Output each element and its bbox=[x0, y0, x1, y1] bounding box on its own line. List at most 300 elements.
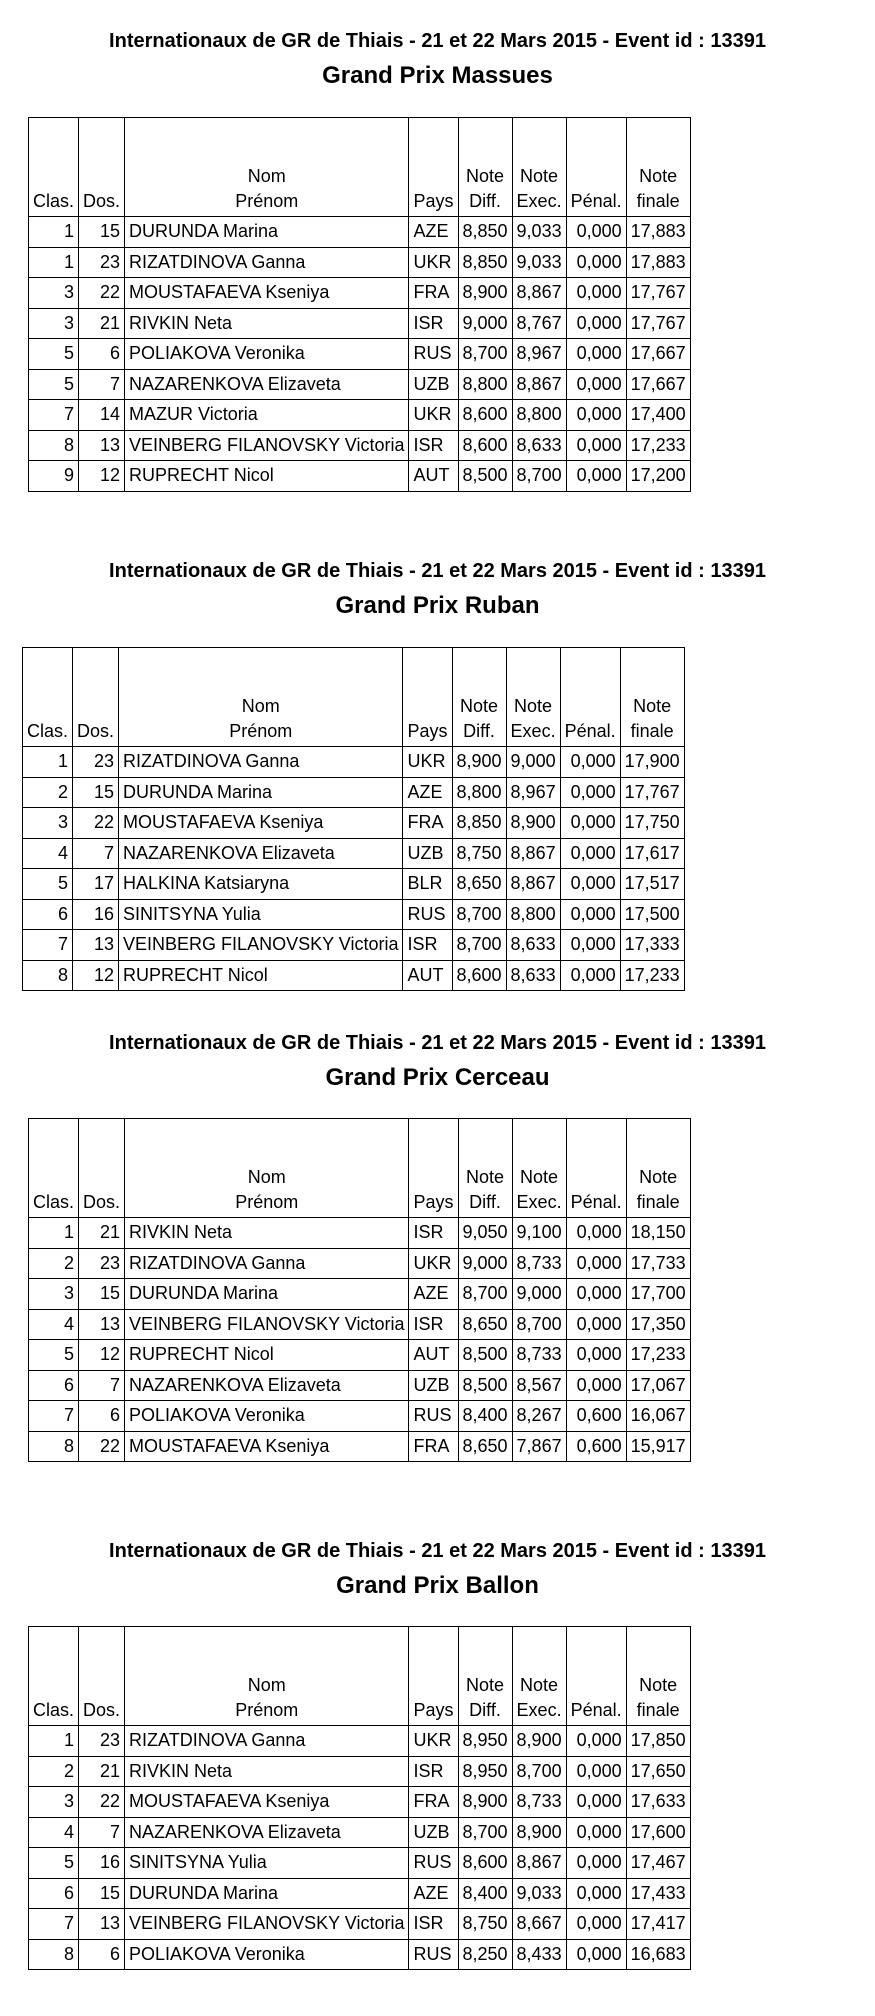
table-row bbox=[29, 1817, 691, 1848]
header-label: Pénal. bbox=[570, 1700, 622, 1720]
final-score-cell: 17,750 bbox=[620, 808, 684, 839]
bib-cell: 14 bbox=[79, 400, 125, 431]
final-score-cell: 17,617 bbox=[620, 838, 684, 869]
country-cell: UZB bbox=[409, 1817, 458, 1848]
rank-cell: 1 bbox=[23, 747, 73, 778]
difficulty-cell: 8,600 bbox=[452, 960, 506, 991]
execution-cell: 8,733 bbox=[512, 1248, 566, 1279]
name-cell: MOUSTAFAEVA Kseniya bbox=[125, 1787, 409, 1818]
country-cell: ISR bbox=[409, 308, 458, 339]
penalty-cell: 0,000 bbox=[566, 247, 626, 278]
rank-cell: 2 bbox=[23, 777, 73, 808]
table-row bbox=[29, 308, 691, 339]
bib-cell: 21 bbox=[79, 1218, 125, 1249]
penalty-cell: 0,000 bbox=[566, 461, 626, 492]
header-label: Note bbox=[639, 166, 678, 186]
header-note-diff bbox=[452, 648, 506, 747]
execution-cell: 8,567 bbox=[512, 1370, 566, 1401]
execution-cell: 8,967 bbox=[506, 777, 560, 808]
difficulty-cell: 8,900 bbox=[458, 278, 512, 309]
execution-cell: 8,267 bbox=[512, 1401, 566, 1432]
final-score-cell: 17,600 bbox=[626, 1817, 690, 1848]
name-cell: RIVKIN Neta bbox=[125, 1756, 409, 1787]
difficulty-cell: 8,800 bbox=[452, 777, 506, 808]
results-table bbox=[28, 1626, 691, 1970]
penalty-cell: 0,000 bbox=[566, 1279, 626, 1310]
header-label: Prénom bbox=[235, 1700, 299, 1720]
rank-cell: 5 bbox=[29, 339, 79, 370]
difficulty-cell: 8,400 bbox=[458, 1401, 512, 1432]
event-title: Internationaux de GR de Thiais - 21 et 22 Mars 2015 - Event id : 13391 bbox=[109, 560, 766, 582]
header-label: Prénom bbox=[235, 191, 299, 211]
difficulty-cell: 8,700 bbox=[452, 899, 506, 930]
bib-cell: 13 bbox=[79, 1309, 125, 1340]
rank-cell: 8 bbox=[29, 430, 79, 461]
header-nom-prenom bbox=[125, 1627, 409, 1726]
header-label: Nom bbox=[241, 696, 280, 716]
table-row bbox=[23, 960, 685, 991]
name-cell: RUPRECHT Nicol bbox=[125, 461, 409, 492]
final-score-cell: 17,883 bbox=[626, 247, 690, 278]
rank-cell: 5 bbox=[29, 1340, 79, 1371]
header-row bbox=[29, 1119, 691, 1218]
bib-cell: 13 bbox=[79, 1909, 125, 1940]
final-score-cell: 16,683 bbox=[626, 1939, 690, 1970]
difficulty-cell: 8,250 bbox=[458, 1939, 512, 1970]
difficulty-cell: 8,750 bbox=[458, 1909, 512, 1940]
penalty-cell: 0,600 bbox=[566, 1401, 626, 1432]
header-label: Exec. bbox=[516, 191, 562, 211]
header-label: finale bbox=[630, 721, 674, 741]
header-label: Pays bbox=[413, 1700, 454, 1720]
execution-cell: 9,000 bbox=[512, 1279, 566, 1310]
country-cell: AZE bbox=[403, 777, 452, 808]
header-dos bbox=[79, 118, 125, 217]
penalty-cell: 0,000 bbox=[566, 369, 626, 400]
header-note-exec bbox=[512, 1119, 566, 1218]
apparatus-title: Grand Prix Ruban bbox=[335, 592, 540, 619]
rank-cell: 2 bbox=[29, 1248, 79, 1279]
header-dos bbox=[79, 1627, 125, 1726]
difficulty-cell: 8,950 bbox=[458, 1756, 512, 1787]
header-clas bbox=[29, 1119, 79, 1218]
table-row bbox=[29, 1248, 691, 1279]
name-cell: POLIAKOVA Veronika bbox=[125, 339, 409, 370]
rank-cell: 7 bbox=[29, 1909, 79, 1940]
country-cell: BLR bbox=[403, 869, 452, 900]
rank-cell: 1 bbox=[29, 217, 79, 248]
rank-cell: 7 bbox=[29, 400, 79, 431]
difficulty-cell: 9,050 bbox=[458, 1218, 512, 1249]
execution-cell: 9,000 bbox=[506, 747, 560, 778]
penalty-cell: 0,000 bbox=[560, 838, 620, 869]
table-row bbox=[29, 1340, 691, 1371]
penalty-cell: 0,000 bbox=[566, 217, 626, 248]
name-cell: RIVKIN Neta bbox=[125, 308, 409, 339]
difficulty-cell: 9,000 bbox=[458, 1248, 512, 1279]
results-table bbox=[28, 1118, 691, 1462]
penalty-cell: 0,000 bbox=[566, 400, 626, 431]
apparatus-title: Grand Prix Cerceau bbox=[325, 1064, 550, 1091]
table-row bbox=[29, 217, 691, 248]
final-score-cell: 17,883 bbox=[626, 217, 690, 248]
name-cell: MOUSTAFAEVA Kseniya bbox=[119, 808, 403, 839]
penalty-cell: 0,000 bbox=[566, 1787, 626, 1818]
header-pays bbox=[403, 648, 452, 747]
bib-cell: 22 bbox=[79, 1787, 125, 1818]
execution-cell: 8,767 bbox=[512, 308, 566, 339]
bib-cell: 7 bbox=[79, 1370, 125, 1401]
apparatus-title: Grand Prix Massues bbox=[322, 62, 553, 89]
apparatus-title: Grand Prix Ballon bbox=[336, 1572, 539, 1599]
name-cell: VEINBERG FILANOVSKY Victoria bbox=[125, 1309, 409, 1340]
header-label: Note bbox=[460, 696, 499, 716]
penalty-cell: 0,000 bbox=[566, 1248, 626, 1279]
header-label: Note bbox=[466, 1675, 505, 1695]
header-clas bbox=[29, 1627, 79, 1726]
difficulty-cell: 8,900 bbox=[458, 1787, 512, 1818]
execution-cell: 9,033 bbox=[512, 1878, 566, 1909]
header-label: Note bbox=[466, 1167, 505, 1187]
rank-cell: 1 bbox=[29, 247, 79, 278]
header-label: Note bbox=[633, 696, 672, 716]
name-cell: RIZATDINOVA Ganna bbox=[125, 1726, 409, 1757]
execution-cell: 8,700 bbox=[512, 461, 566, 492]
header-label: finale bbox=[636, 191, 680, 211]
penalty-cell: 0,000 bbox=[560, 777, 620, 808]
penalty-cell: 0,000 bbox=[566, 430, 626, 461]
header-clas bbox=[23, 648, 73, 747]
country-cell: UKR bbox=[403, 747, 452, 778]
difficulty-cell: 8,650 bbox=[458, 1431, 512, 1462]
bib-cell: 7 bbox=[79, 369, 125, 400]
header-label: Clas. bbox=[27, 721, 69, 741]
bib-cell: 23 bbox=[79, 1726, 125, 1757]
final-score-cell: 17,233 bbox=[626, 430, 690, 461]
rank-cell: 2 bbox=[29, 1756, 79, 1787]
rank-cell: 3 bbox=[29, 1787, 79, 1818]
final-score-cell: 17,900 bbox=[620, 747, 684, 778]
rank-cell: 4 bbox=[29, 1309, 79, 1340]
difficulty-cell: 8,500 bbox=[458, 1370, 512, 1401]
event-title: Internationaux de GR de Thiais - 21 et 22 Mars 2015 - Event id : 13391 bbox=[109, 30, 766, 52]
name-cell: RIZATDINOVA Ganna bbox=[125, 1248, 409, 1279]
name-cell: DURUNDA Marina bbox=[125, 1279, 409, 1310]
execution-cell: 8,900 bbox=[506, 808, 560, 839]
header-label: Note bbox=[520, 1167, 559, 1187]
name-cell: NAZARENKOVA Elizaveta bbox=[125, 1817, 409, 1848]
final-score-cell: 17,733 bbox=[626, 1248, 690, 1279]
penalty-cell: 0,000 bbox=[566, 1848, 626, 1879]
difficulty-cell: 8,850 bbox=[458, 217, 512, 248]
execution-cell: 8,867 bbox=[512, 369, 566, 400]
final-score-cell: 17,667 bbox=[626, 339, 690, 370]
final-score-cell: 17,517 bbox=[620, 869, 684, 900]
difficulty-cell: 8,850 bbox=[452, 808, 506, 839]
event-title: Internationaux de GR de Thiais - 21 et 22 Mars 2015 - Event id : 13391 bbox=[109, 1032, 766, 1054]
table-row bbox=[29, 339, 691, 370]
execution-cell: 8,900 bbox=[512, 1726, 566, 1757]
bib-cell: 23 bbox=[73, 747, 119, 778]
execution-cell: 9,033 bbox=[512, 217, 566, 248]
execution-cell: 9,100 bbox=[512, 1218, 566, 1249]
rank-cell: 8 bbox=[29, 1431, 79, 1462]
penalty-cell: 0,600 bbox=[566, 1431, 626, 1462]
final-score-cell: 17,233 bbox=[626, 1340, 690, 1371]
header-label: Dos. bbox=[83, 191, 121, 211]
penalty-cell: 0,000 bbox=[560, 960, 620, 991]
header-label: Exec. bbox=[516, 1192, 562, 1212]
rank-cell: 9 bbox=[29, 461, 79, 492]
bib-cell: 16 bbox=[79, 1848, 125, 1879]
table-row bbox=[29, 430, 691, 461]
name-cell: NAZARENKOVA Elizaveta bbox=[125, 369, 409, 400]
bib-cell: 15 bbox=[79, 217, 125, 248]
table-row bbox=[29, 1726, 691, 1757]
header-note-diff bbox=[458, 118, 512, 217]
table-row bbox=[23, 808, 685, 839]
country-cell: AZE bbox=[409, 217, 458, 248]
table-row bbox=[23, 747, 685, 778]
table-row bbox=[23, 777, 685, 808]
difficulty-cell: 9,000 bbox=[458, 308, 512, 339]
bib-cell: 6 bbox=[79, 1401, 125, 1432]
penalty-cell: 0,000 bbox=[560, 930, 620, 961]
rank-cell: 6 bbox=[23, 899, 73, 930]
name-cell: POLIAKOVA Veronika bbox=[125, 1401, 409, 1432]
bib-cell: 15 bbox=[73, 777, 119, 808]
header-row bbox=[29, 1627, 691, 1726]
country-cell: FRA bbox=[409, 1431, 458, 1462]
header-note-finale bbox=[626, 1119, 690, 1218]
penalty-cell: 0,000 bbox=[566, 1909, 626, 1940]
table-row bbox=[29, 369, 691, 400]
bib-cell: 23 bbox=[79, 1248, 125, 1279]
rank-cell: 7 bbox=[23, 930, 73, 961]
table-row bbox=[23, 899, 685, 930]
execution-cell: 8,733 bbox=[512, 1787, 566, 1818]
rank-cell: 3 bbox=[23, 808, 73, 839]
header-clas bbox=[29, 118, 79, 217]
penalty-cell: 0,000 bbox=[566, 278, 626, 309]
country-cell: UKR bbox=[409, 1726, 458, 1757]
difficulty-cell: 8,900 bbox=[452, 747, 506, 778]
execution-cell: 8,667 bbox=[512, 1909, 566, 1940]
penalty-cell: 0,000 bbox=[566, 1726, 626, 1757]
header-row bbox=[23, 648, 685, 747]
final-score-cell: 17,400 bbox=[626, 400, 690, 431]
country-cell: ISR bbox=[403, 930, 452, 961]
name-cell: SINITSYNA Yulia bbox=[119, 899, 403, 930]
table-row bbox=[29, 247, 691, 278]
header-label: Pénal. bbox=[570, 1192, 622, 1212]
country-cell: UZB bbox=[409, 369, 458, 400]
header-label: Dos. bbox=[77, 721, 115, 741]
penalty-cell: 0,000 bbox=[566, 1218, 626, 1249]
header-penal bbox=[566, 1119, 626, 1218]
bib-cell: 13 bbox=[73, 930, 119, 961]
country-cell: AZE bbox=[409, 1279, 458, 1310]
table-row bbox=[29, 1848, 691, 1879]
name-cell: HALKINA Katsiaryna bbox=[119, 869, 403, 900]
rank-cell: 5 bbox=[29, 369, 79, 400]
header-dos bbox=[73, 648, 119, 747]
execution-cell: 8,800 bbox=[506, 899, 560, 930]
header-label: Note bbox=[520, 1675, 559, 1695]
bib-cell: 12 bbox=[73, 960, 119, 991]
difficulty-cell: 8,750 bbox=[452, 838, 506, 869]
rank-cell: 8 bbox=[23, 960, 73, 991]
name-cell: NAZARENKOVA Elizaveta bbox=[125, 1370, 409, 1401]
final-score-cell: 17,500 bbox=[620, 899, 684, 930]
country-cell: RUS bbox=[403, 899, 452, 930]
name-cell: RUPRECHT Nicol bbox=[125, 1340, 409, 1371]
difficulty-cell: 8,650 bbox=[452, 869, 506, 900]
final-score-cell: 17,650 bbox=[626, 1756, 690, 1787]
execution-cell: 8,867 bbox=[506, 838, 560, 869]
header-label: Diff. bbox=[463, 721, 495, 741]
difficulty-cell: 8,950 bbox=[458, 1726, 512, 1757]
header-note-diff bbox=[458, 1119, 512, 1218]
execution-cell: 7,867 bbox=[512, 1431, 566, 1462]
difficulty-cell: 8,700 bbox=[458, 339, 512, 370]
name-cell: DURUNDA Marina bbox=[125, 1878, 409, 1909]
difficulty-cell: 8,700 bbox=[452, 930, 506, 961]
header-label: Prénom bbox=[235, 1192, 299, 1212]
results-table bbox=[28, 117, 691, 492]
execution-cell: 8,800 bbox=[512, 400, 566, 431]
execution-cell: 8,867 bbox=[506, 869, 560, 900]
name-cell: MAZUR Victoria bbox=[125, 400, 409, 431]
name-cell: RIZATDINOVA Ganna bbox=[125, 247, 409, 278]
name-cell: NAZARENKOVA Elizaveta bbox=[119, 838, 403, 869]
country-cell: AZE bbox=[409, 1878, 458, 1909]
header-label: Nom bbox=[247, 1675, 286, 1695]
header-label: Note bbox=[466, 166, 505, 186]
difficulty-cell: 8,850 bbox=[458, 247, 512, 278]
difficulty-cell: 8,600 bbox=[458, 400, 512, 431]
table-row bbox=[29, 1939, 691, 1970]
penalty-cell: 0,000 bbox=[560, 747, 620, 778]
header-label: Pénal. bbox=[564, 721, 616, 741]
header-label: Exec. bbox=[510, 721, 556, 741]
header-penal bbox=[566, 1627, 626, 1726]
name-cell: DURUNDA Marina bbox=[119, 777, 403, 808]
final-score-cell: 17,767 bbox=[620, 777, 684, 808]
table-row bbox=[29, 1279, 691, 1310]
bib-cell: 6 bbox=[79, 1939, 125, 1970]
header-label: Note bbox=[639, 1167, 678, 1187]
header-penal bbox=[560, 648, 620, 747]
country-cell: UKR bbox=[409, 400, 458, 431]
rank-cell: 4 bbox=[23, 838, 73, 869]
execution-cell: 8,700 bbox=[512, 1309, 566, 1340]
country-cell: RUS bbox=[409, 1848, 458, 1879]
bib-cell: 15 bbox=[79, 1878, 125, 1909]
header-label: Clas. bbox=[33, 191, 75, 211]
header-label: Pays bbox=[413, 1192, 454, 1212]
country-cell: AUT bbox=[409, 461, 458, 492]
bib-cell: 7 bbox=[79, 1817, 125, 1848]
final-score-cell: 17,767 bbox=[626, 278, 690, 309]
table-row bbox=[29, 1309, 691, 1340]
header-nom-prenom bbox=[119, 648, 403, 747]
execution-cell: 8,867 bbox=[512, 278, 566, 309]
country-cell: UKR bbox=[409, 247, 458, 278]
bib-cell: 12 bbox=[79, 1340, 125, 1371]
table-row bbox=[23, 930, 685, 961]
penalty-cell: 0,000 bbox=[566, 1817, 626, 1848]
header-row bbox=[29, 118, 691, 217]
bib-cell: 6 bbox=[79, 339, 125, 370]
name-cell: VEINBERG FILANOVSKY Victoria bbox=[125, 430, 409, 461]
final-score-cell: 17,700 bbox=[626, 1279, 690, 1310]
name-cell: VEINBERG FILANOVSKY Victoria bbox=[119, 930, 403, 961]
header-label: finale bbox=[636, 1700, 680, 1720]
bib-cell: 22 bbox=[79, 278, 125, 309]
header-label: Dos. bbox=[83, 1700, 121, 1720]
header-label: Clas. bbox=[33, 1192, 75, 1212]
bib-cell: 21 bbox=[79, 308, 125, 339]
name-cell: RIZATDINOVA Ganna bbox=[119, 747, 403, 778]
final-score-cell: 17,417 bbox=[626, 1909, 690, 1940]
table-row bbox=[29, 1909, 691, 1940]
final-score-cell: 17,200 bbox=[626, 461, 690, 492]
header-nom-prenom bbox=[125, 1119, 409, 1218]
difficulty-cell: 8,700 bbox=[458, 1817, 512, 1848]
final-score-cell: 18,150 bbox=[626, 1218, 690, 1249]
bib-cell: 22 bbox=[79, 1431, 125, 1462]
header-label: Pays bbox=[407, 721, 448, 741]
country-cell: FRA bbox=[409, 1787, 458, 1818]
country-cell: RUS bbox=[409, 1401, 458, 1432]
table-row bbox=[23, 869, 685, 900]
table-row bbox=[29, 1401, 691, 1432]
header-note-diff bbox=[458, 1627, 512, 1726]
country-cell: FRA bbox=[409, 278, 458, 309]
name-cell: SINITSYNA Yulia bbox=[125, 1848, 409, 1879]
penalty-cell: 0,000 bbox=[566, 1878, 626, 1909]
header-label: Note bbox=[520, 166, 559, 186]
table-row bbox=[29, 1370, 691, 1401]
penalty-cell: 0,000 bbox=[566, 1756, 626, 1787]
final-score-cell: 17,233 bbox=[620, 960, 684, 991]
results-table bbox=[22, 647, 685, 991]
rank-cell: 6 bbox=[29, 1878, 79, 1909]
table-row bbox=[29, 1787, 691, 1818]
execution-cell: 8,867 bbox=[512, 1848, 566, 1879]
table-row bbox=[29, 1431, 691, 1462]
bib-cell: 13 bbox=[79, 430, 125, 461]
penalty-cell: 0,000 bbox=[566, 1309, 626, 1340]
header-note-finale bbox=[626, 1627, 690, 1726]
header-label: Note bbox=[639, 1675, 678, 1695]
rank-cell: 3 bbox=[29, 278, 79, 309]
header-label: finale bbox=[636, 1192, 680, 1212]
header-note-finale bbox=[626, 118, 690, 217]
name-cell: MOUSTAFAEVA Kseniya bbox=[125, 1431, 409, 1462]
execution-cell: 8,633 bbox=[512, 430, 566, 461]
difficulty-cell: 8,600 bbox=[458, 430, 512, 461]
country-cell: UKR bbox=[409, 1248, 458, 1279]
rank-cell: 3 bbox=[29, 1279, 79, 1310]
rank-cell: 8 bbox=[29, 1939, 79, 1970]
bib-cell: 23 bbox=[79, 247, 125, 278]
final-score-cell: 17,467 bbox=[626, 1848, 690, 1879]
name-cell: DURUNDA Marina bbox=[125, 217, 409, 248]
final-score-cell: 17,350 bbox=[626, 1309, 690, 1340]
name-cell: RUPRECHT Nicol bbox=[119, 960, 403, 991]
